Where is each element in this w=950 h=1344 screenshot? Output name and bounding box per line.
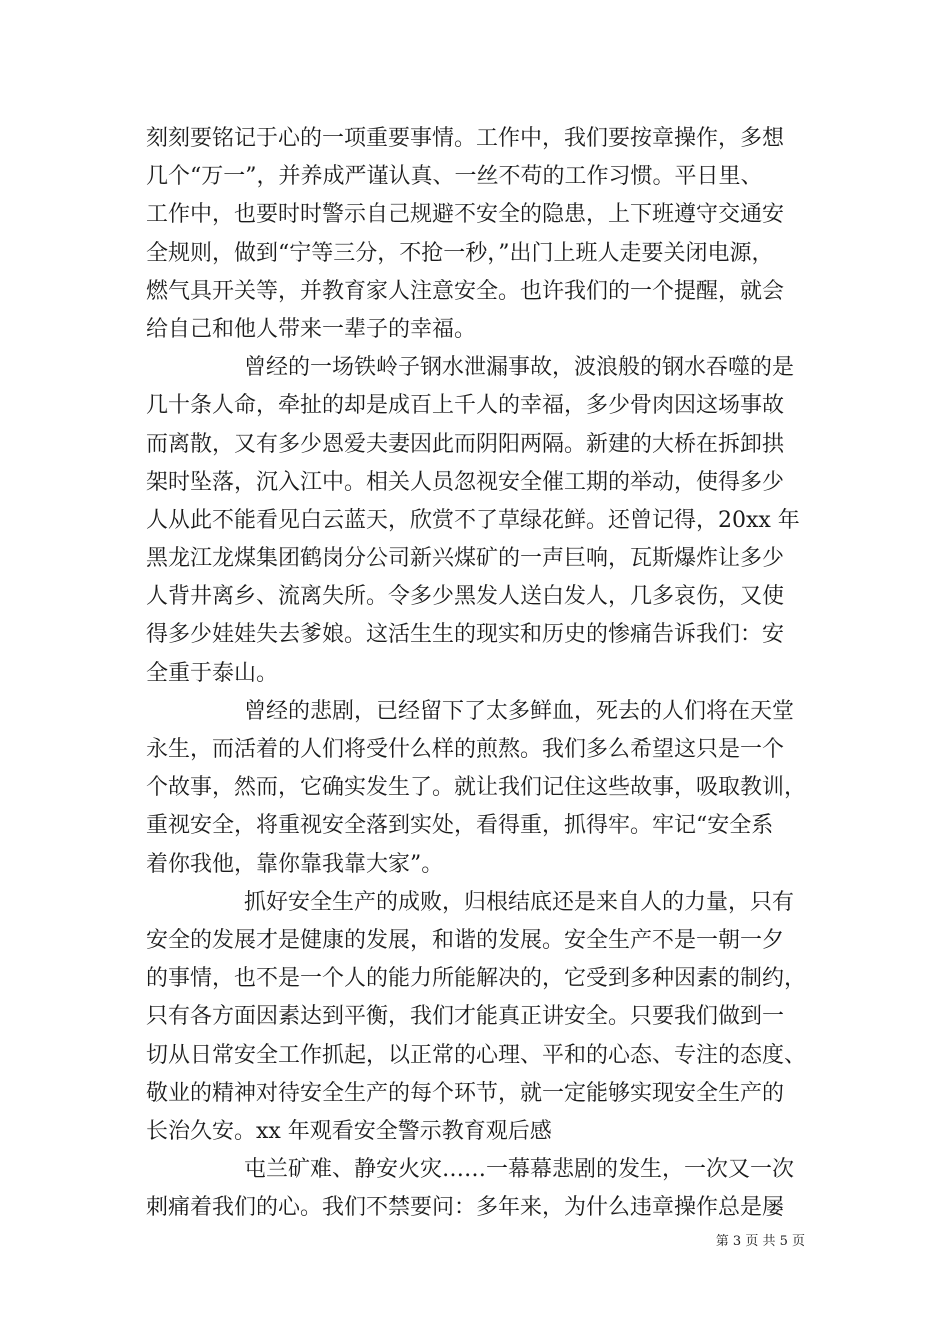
text-line: 人从此不能看见白云蓝天，欣赏不了草绿花鲜。还曾记得，20xx 年 [146,507,800,533]
text-line: 重视安全，将重视安全落到实处，看得重，抓得牢。牢记“安全系 [146,813,774,839]
text-line: 给自己和他人带来一辈子的幸福。 [146,316,477,342]
text-line: 黑龙江龙煤集团鹤岗分公司新兴煤矿的一声巨响，瓦斯爆炸让多少 [146,546,785,572]
paragraph-start-line: 曾经的一场铁岭子钢水泄漏事故，波浪般的钢水吞噬的是 [244,355,795,381]
page-number-footer: 第 3 页 共 5 页 [715,1234,805,1249]
text-line: 永生，而活着的人们将受什么样的煎熬。我们多么希望这只是一个 [146,737,785,762]
text-line: 人背井离乡、流离失所。令多少黑发人送白发人，几多哀伤，又使 [146,584,785,610]
text-line: 而离散，又有多少恩爱夫妻因此而阴阳两隔。新建的大桥在拆卸拱 [146,431,785,457]
text-line: 切从日常安全工作抓起，以正常的心理、平和的心态、专注的态度、 [146,1042,807,1068]
paragraph-start-line: 曾经的悲剧，已经留下了太多鲜血，死去的人们将在天堂 [244,698,795,724]
text-line: 刻刻要铭记于心的一项重要事情。工作中，我们要按章操作，多想 [146,126,785,151]
paragraph-start-line: 屯兰矿难、静安火灾……一幕幕悲剧的发生，一次又一次 [244,1157,795,1183]
paragraph-start-line: 抓好安全生产的成败，归根结底还是来自人的力量，只有 [244,889,795,915]
text-line: 长治久安。xx 年观看安全警示教育观后感 [146,1118,552,1144]
text-line: 全重于泰山。 [146,660,279,686]
text-line: 安全的发展才是健康的发展，和谐的发展。安全生产不是一朝一夕 [146,927,785,953]
text-line: 燃气具开关等，并教育家人注意安全。也许我们的一个提醒，就会 [146,278,785,304]
text-line: 刺痛着我们的心。我们不禁要问：多年来，为什么违章操作总是屡 [146,1195,785,1221]
body-text [146,120,806,1227]
text-line: 工作中，也要时时警示自己规避不安全的隐患，上下班遵守交通安 [146,202,785,228]
text-line: 着你我他，靠你靠我靠大家”。 [146,851,444,877]
text-line: 个故事，然而，它确实发生了。就让我们记住这些故事，吸取教训， [146,775,807,801]
text-line: 几十条人命，牵扯的却是成百上千人的幸福，多少骨肉因这场事故 [146,393,785,419]
text-line: 的事情，也不是一个人的能力所能解决的，它受到多种因素的制约， [146,966,807,992]
text-line: 得多少娃娃失去爹娘。这活生生的现实和历史的惨痛告诉我们：安 [146,622,785,648]
text-line: 架时坠落，沉入江中。相关人员忽视安全催工期的举动，使得多少 [146,469,785,495]
text-line: 几个“万一”，并养成严谨认真、一丝不苟的工作习惯。平日里、 [146,164,763,190]
text-line: 敬业的精神对待安全生产的每个环节，就一定能够实现安全生产的 [146,1080,785,1106]
text-line: 全规则，做到“宁等三分，不抢一秒，”出门上班人走要关闭电源， [146,240,774,266]
text-line: 只有各方面因素达到平衡，我们才能真正讲安全。只要我们做到一 [146,1004,785,1030]
